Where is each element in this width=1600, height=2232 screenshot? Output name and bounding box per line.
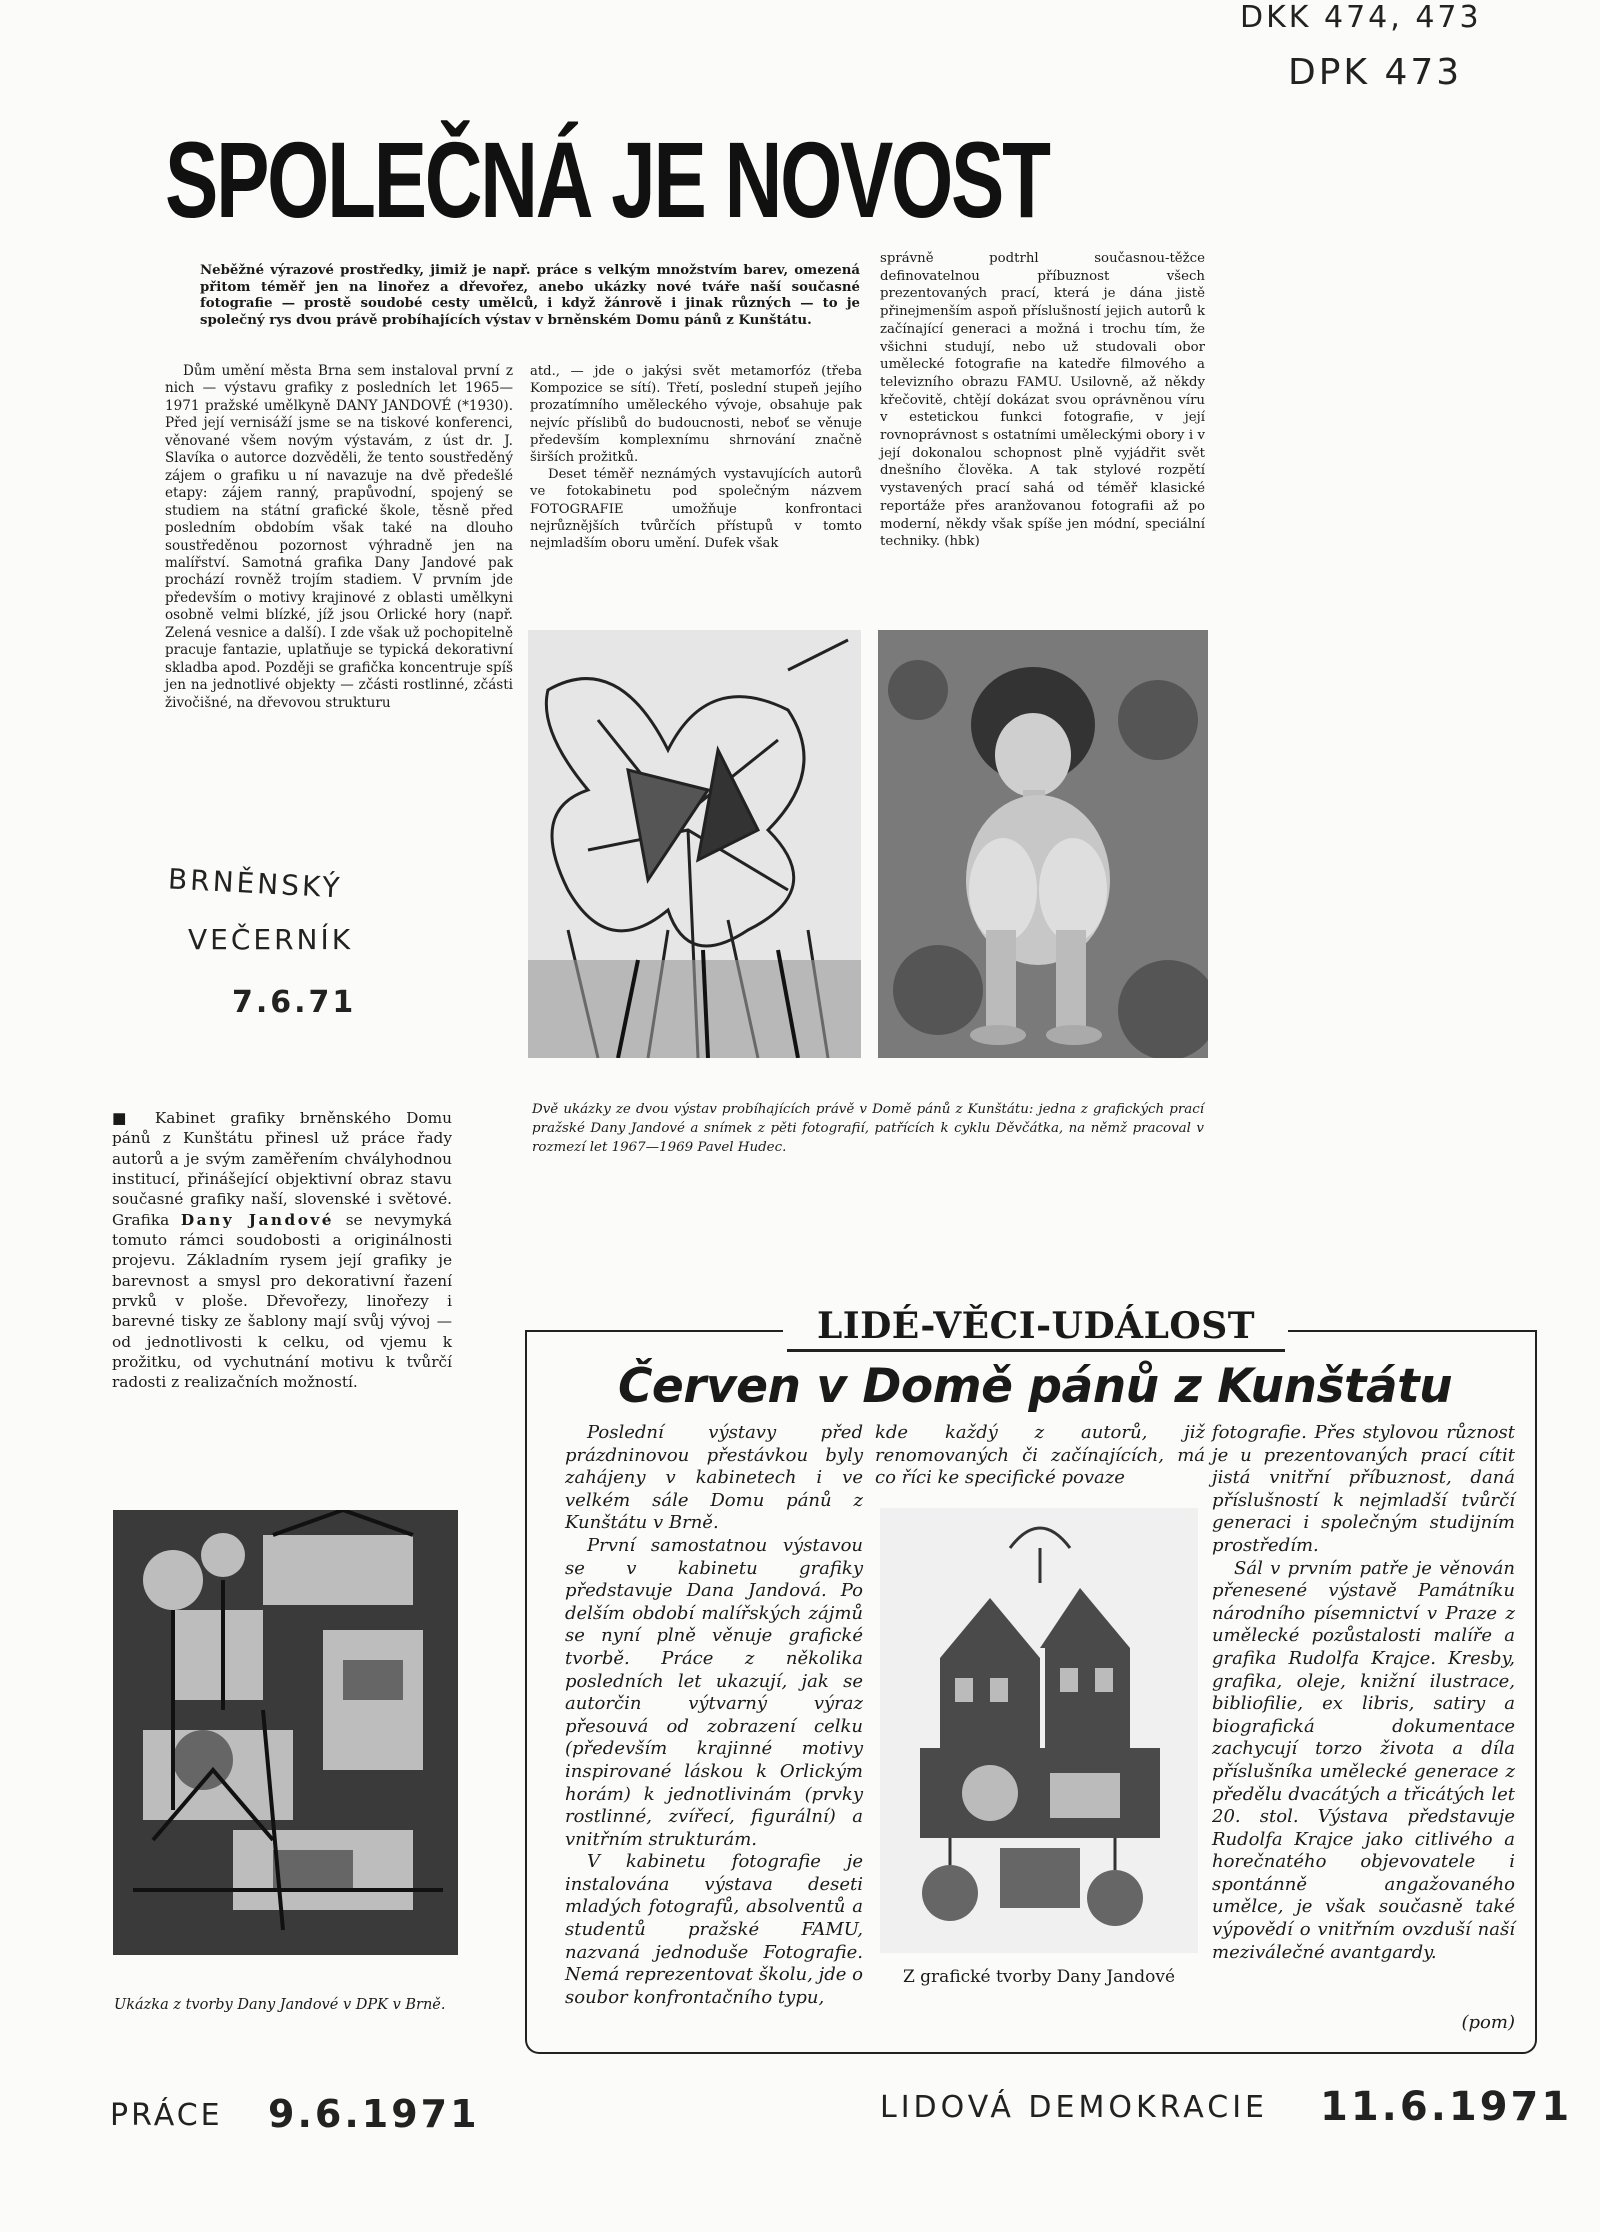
article-3-column-1 [565, 1422, 863, 2009]
article-column-1-text: Dům umění města Brna sem instaloval první z nich — výstavu grafiky z posledních let 1965—1971 pražské umělkyně DANY JANDOVÉ (*1930). Před její vernisáží jsme se na tiskové konferenci, věnované všem novým výstavám, z úst dr. J. Slavíka o autorce dozvěděli, že tento soustředěný zájem o grafiku u ní navazuje na dvě předešlé etapy: zájem ranný, prapůvodní, spojený se studiem na státní grafické škole, těsně před posledním obdobím však také na dlouho soustředěnou pozornost výhradně jen na malířství. Samotná grafika Dany Jandové pak prochází rovněž trojím stadiem. V prvním jde především o motivy krajinové z oblasti umělkyni osobně velmi blízké, jíž jsou Orlické hory (např. Zelená vesnice a další). I zde však už pochopitelně pracuje fantazie, uplatňuje se typická dekorativní skladba apod. Později se grafička koncentruje spíš jen na jednotlivé objekty — zčásti rostlinné, zčásti živočišné, na dřevovou strukturu [165, 363, 513, 711]
handwritten-source-name: LIDOVÁ DEMOKRACIE [880, 2090, 1269, 2125]
article-3-paragraph: Sál v prvním patře je věnován přenesené výstavě Památníku národního písemnictví v Praze z umělecké pozůstalosti malíře a grafika Rudolfa Krajce. Kresby, grafika, oleje, knižní ilustrace, bibliofilie, ex libris, satiry a biografická dokumentace zachycují torzo života a díla příslušníka umělecké generace z předělu dvacátých a třicátých let 20. stol. Výstava představuje Rudolfa Krajce jako citlivého a horečnatého objevovatele i spontánně angažovaného umělce, je však současně také výpovědí o vnitřním ovzduší naší meziválečné avantgardy. [1212, 1557, 1515, 1963]
handwritten-source-date: 9.6.1971 [268, 2092, 480, 2136]
article-column-3-text: správně podtrhl současnou-těžce definovatelnou příbuznost všech prezentovaných prací, která je dána jistě přinejmenším aspoň příslušností jejich autorů k začínající generaci a možná i trochu tím, že všichni studují, nebo už studovali obor umělecké fotografie na katedře filmového a televizního obrazu FAMU. Usilovně, až někdy křečovitě, chtějí dokázat svou oprávněnou víru v estetickou funkci fotografie, v její rovnoprávnost s ostatními uměleckými obory i v její dokonalou schopnost plně vyjádřit svět dnešního člověka. A tak stylové rozpětí vystavených prací sahá od téměř klasické reportáže přes aranžovanou fotografii až po moderní, někdy však spíše jen módní, speciální techniky. (hbk) [880, 251, 1205, 550]
article-2-text-part-1: Kabinet grafiky brněnského Domu pánů z Kunštátu přinesl už práce řady autorů a je svým zaměřením chvályhodnou institucí, přinášející objektivní obraz stavu současné grafiky naší, slovenské i světové. Grafika [112, 1109, 453, 1229]
article-lead: Neběžné výrazové prostředky, jimiž je např. práce s velkým množstvím barev, omezená přitom téměř jen na linořez a dřevořez, anebo ukázky nové tváře naší současné fotografie — prostě soudobé cesty umělců, i když žánrově i jinak různých — to je společný rys dvou právě probíhajících výstav v brněnském Domu pánů z Kunštátu. [200, 263, 860, 328]
photo-caption: Dvě ukázky ze dvou výstav probíhajících právě v Domě pánů z Kunštátu: jedna z grafických prací pražské Dany Jandové a snímek z pěti fotografií, patřících k cyklu Děvčátka, na němž pracoval v rozmezí let 1967—1969 Pavel Hudec. [532, 1102, 1204, 1155]
article-column-2 [530, 363, 862, 552]
article-3-signature: (pom) [1461, 2012, 1515, 2033]
handwritten-source-date: 11.6.1971 [1320, 2084, 1573, 2130]
article-3-paragraph: První samostatnou výstavou se v kabinetu grafiky představuje Dana Jandová. Po delším období malířských zájmů se nyní plně věnuje grafické tvorbě. Práce z několika posledních let ukazují, jak se autorčin výtvarný výraz přesouvá od zobrazení celku (především krajinné motivy inspirované láskou k Orlickým horám) k jednotlivinám (prvky rostlinné, zvířecí, figurální) a vnitřním strukturám. [565, 1534, 863, 1850]
article-headline: SPOLEČNÁ JE NOVOST [165, 119, 1049, 240]
handwritten-source-name: PRÁCE [110, 2098, 223, 2133]
handwritten-archive-id: DPK 473 [1288, 52, 1463, 93]
article-3-paragraph: kde každý z autorů, již renomovaných či začínajících, má co říci ke specifické povaze [875, 1422, 1205, 1489]
artist-name: Dany Jandové [180, 1210, 335, 1229]
article-2-marker: ■ [112, 1109, 137, 1127]
photo-girl-image [878, 630, 1208, 1058]
box-top-rule-right [1288, 1330, 1535, 1332]
article-2-text [112, 1108, 452, 1393]
box-top-rule-left [525, 1330, 783, 1332]
article-3-paragraph: Poslední výstavy před prázdninovou přestávkou byly zahájeny v kabinetech i ve velkém sále Domu pánů z Kunštátu v Brně. [565, 1422, 863, 1534]
handwritten-source-name: BRNĚNSKÝ [167, 862, 344, 905]
handwritten-archive-number: DKK 474, 473 [1240, 0, 1482, 35]
graphic-artwork-image-3 [880, 1508, 1198, 1953]
article-2-text-part-2: se nevymyká tomuto rámci soudobosti a originálnosti projevu. Základním rysem její grafiky je barevnost a smysl pro dekorativní řazení prvků v ploše. Dřevořezy, linořezy i barevné tisky ze šablony mají svůj vývoj — od jednotlivosti k celku, od vjemu k prožitku, od vychutnání motivu k tvůrčí radosti z realizačních možností. [112, 1210, 452, 1392]
article-3-paragraph: fotografie. Přes stylovou různost je u prezentovaných prací cítit jistá vnitřní příbuznost, daná příslušností k nejmladší tvůrčí generaci i společným studijním prostředím. [1212, 1422, 1515, 1556]
handwritten-source-name: VEČERNÍK [188, 923, 354, 956]
article-3-column-3 [1212, 1422, 1515, 1964]
article-column-1 [165, 363, 513, 712]
article-3-column-2-top [875, 1422, 1205, 1490]
article-column-2-paragraph: Deset téměř neznámých vystavujících autorů ve fotokabinetu pod společným názvem FOTOGRAFIE umožňuje konfrontaci nejrůznějších tvůrčích přístupů v tomto nejmladším oboru umění. Dufek však [530, 467, 862, 552]
article-2-paragraph [112, 1108, 452, 1393]
article-3-kicker: LIDÉ-VĚCI-UDÁLOST [787, 1303, 1285, 1352]
article-2-caption: Ukázka z tvorby Dany Jandové v DPK v Brně. [114, 1997, 446, 2013]
handwritten-source-date: 7.6.71 [232, 985, 357, 1020]
article-3-paragraph: V kabinetu fotografie je instalována výstava deseti mladých fotografů, absolventů a studentů pražské FAMU, nazvaná jednoduše Fotografie. Nemá reprezentovat školu, jde o soubor konfrontačního typu, [565, 1851, 863, 2008]
article-3-headline: Červen v Domě pánů z Kunštátu [617, 1359, 1453, 1414]
article-column-2-paragraph: atd., — jde o jakýsi svět metamorfóz (třeba Kompozice se sítí). Třetí, poslední stupeň jejího prozatímního uměleckého vývoje, obsahuje pak nejvíc příslibů do budoucnosti, neboť se věnuje především komplexnímu shrnování značně širších prožitků. [530, 364, 862, 466]
graphic-artwork-image [528, 630, 861, 1058]
image-caption: Z grafické tvorby Dany Jandové [902, 1967, 1176, 1987]
graphic-artwork-image-2 [113, 1510, 458, 1955]
article-column-3 [880, 250, 1205, 551]
